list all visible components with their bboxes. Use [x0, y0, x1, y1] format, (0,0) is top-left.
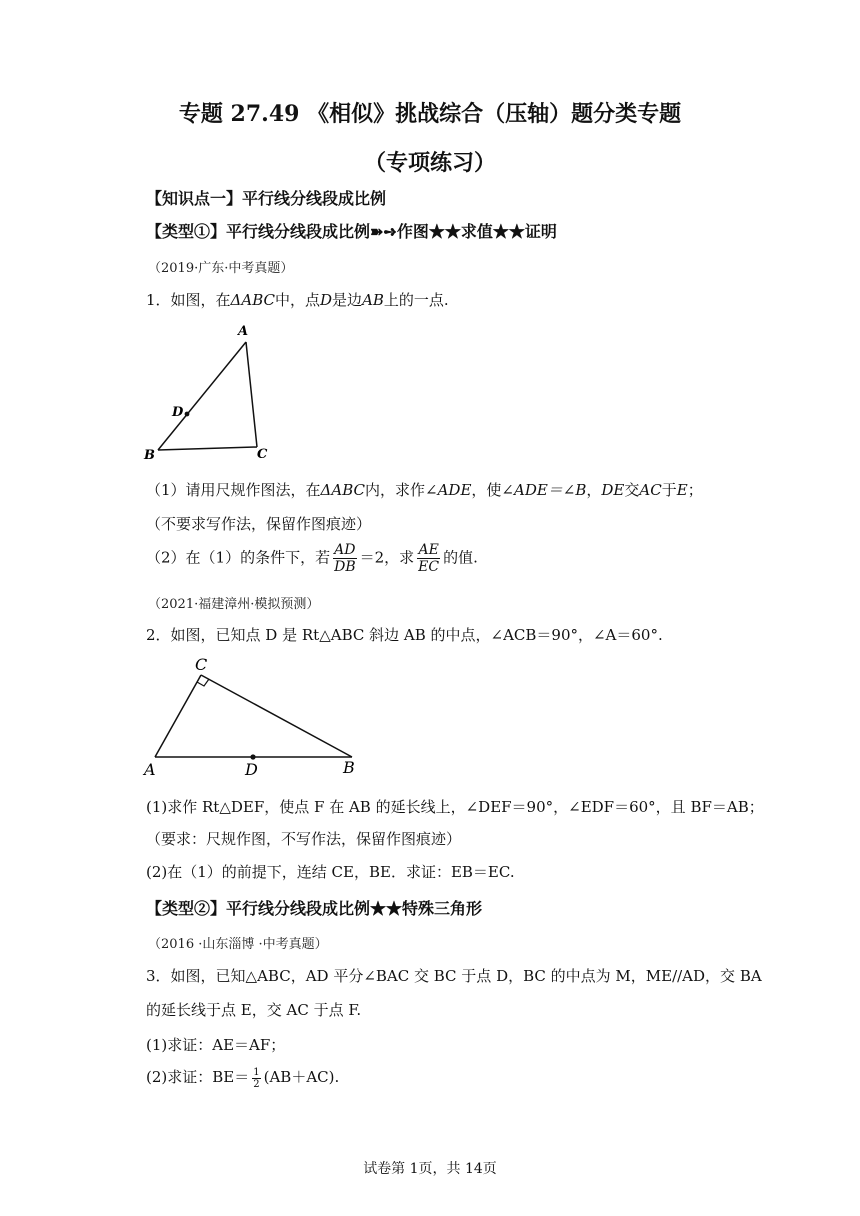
- page-subtitle: （专项练习）: [363, 150, 496, 176]
- label-c: C: [195, 655, 208, 674]
- q3-text-line1: 3．如图，已知△ABC，AD 平分∠BAC 交 BC 于点 D，BC 的中点为 M，ME//AD，交 BA: [146, 967, 762, 985]
- side-ab: [158, 342, 246, 450]
- fraction-half: $\frac{1}{2}$: [253, 1066, 260, 1090]
- q2-part2: (2)在（1）的前提下，连结 CE，BE．求证：EB＝EC.: [146, 863, 515, 881]
- q1-part2: （2）在（1）的条件下，若 $\frac{AD}{DB}$ ＝2，求 $\frac{AE}{EC}$ 的值.: [146, 542, 478, 575]
- q3-source: （2016 ·山东淄博 ·中考真题）: [148, 937, 328, 952]
- side-ca: [246, 342, 257, 447]
- q1-source: （2019·广东·中考真题）: [148, 261, 294, 276]
- q1-figure: [140, 318, 280, 466]
- q3-text-line2: 的延长线于点 E，交 AC 于点 F.: [146, 1001, 362, 1019]
- label-a: A: [144, 760, 156, 779]
- side-cb: [201, 675, 352, 757]
- point-d: [185, 412, 190, 417]
- q2-figure: [138, 654, 368, 780]
- q2-text: 2．如图，已知点 D 是 Rt△ABC 斜边 AB 的中点，∠ACB＝90°，∠A＝60°.: [146, 626, 663, 644]
- q2-part1: (1)求作 Rt△DEF，使点 F 在 AB 的延长线上，∠DEF＝90°，∠EDF＝60°，且 BF＝AB；: [146, 798, 764, 816]
- page-title: 专题 27.49 《相似》挑战综合（压轴）题分类专题: [178, 101, 682, 127]
- fraction-ad-db: $\frac{AD}{DB}$: [334, 542, 356, 575]
- q3-part1: (1)求证：AE＝AF；: [146, 1036, 286, 1054]
- side-bc: [158, 447, 257, 450]
- q2-part1-note: （要求：尺规作图，不写作法，保留作图痕迹）: [146, 830, 462, 848]
- type-heading-2: 【类型②】平行线分线段成比例★★特殊三角形: [146, 899, 483, 918]
- page-footer: 试卷第 1页，共 14页: [363, 1161, 497, 1177]
- q2-source: （2021·福建漳州·模拟预测）: [148, 597, 320, 612]
- section-heading: 【知识点一】平行线分线段成比例: [146, 189, 387, 208]
- label-d: D: [245, 760, 258, 779]
- fraction-ae-ec: $\frac{AE}{EC}$: [418, 542, 440, 575]
- side-ac: [155, 675, 201, 757]
- point-d: [250, 754, 255, 759]
- q1-part1-note: （不要求写作法，保留作图痕迹）: [146, 515, 372, 533]
- label-c: C: [257, 447, 268, 462]
- type-heading: 【类型①】平行线分线段成比例➽➺作图★★求值★★证明: [146, 222, 557, 241]
- label-b: B: [144, 448, 155, 463]
- q3-part2: (2)求证：BE＝ $\frac{1}{2}$ (AB＋AC).: [146, 1066, 340, 1090]
- label-b: B: [343, 758, 355, 777]
- q1-part1: （1）请用尺规作图法，在ΔABC内，求作∠ADE，使∠ADE＝∠B，DE交AC于E；: [146, 481, 703, 499]
- q1-text: 1．如图，在ΔABC中，点D是边AB上的一点.: [146, 291, 449, 309]
- label-d: D: [172, 405, 184, 420]
- label-a: A: [238, 324, 249, 339]
